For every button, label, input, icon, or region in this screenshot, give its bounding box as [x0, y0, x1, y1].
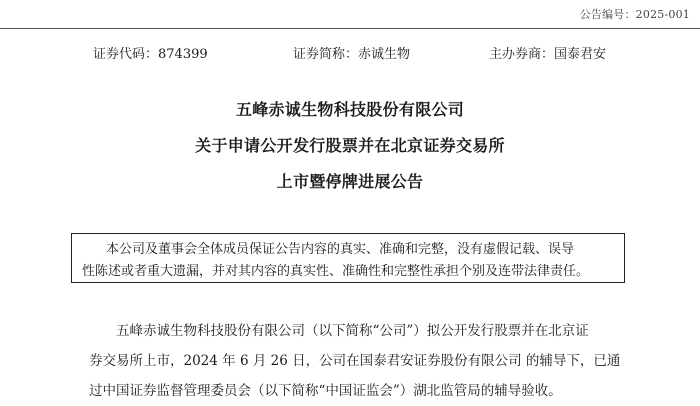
body-paragraph	[89, 316, 634, 406]
disclaimer-line-1: 本公司及董事会全体成员保证公告内容的真实、准确和完整，没有虚假记载、误导	[106, 242, 575, 257]
sponsor-broker: 主办券商：国泰君安	[489, 47, 607, 62]
disclaimer-box	[71, 233, 625, 283]
body-line-1: 五峰赤诚生物科技股份有限公司（以下简称“公司”）拟公开发行股票并在北京证	[116, 323, 589, 339]
security-info-row	[0, 43, 700, 65]
header-divider	[0, 28, 700, 29]
body-line-2: 券交易所上市，2024 年 6 月 26 日，公司在国泰君安证券股份有限公司 的辅导下，已通	[89, 353, 621, 369]
announcement-number: 公告编号：2025-001	[579, 8, 690, 21]
security-short-name: 证券简称：赤诚生物	[293, 47, 411, 62]
security-code: 证券代码：874399	[93, 47, 208, 62]
title-company: 五峰赤诚生物科技股份有限公司	[235, 100, 465, 119]
document-title	[0, 100, 700, 208]
body-line-3: 过中国证券监督管理委员会（以下简称“中国证监会”）湖北监管局的辅导验收。	[89, 383, 562, 399]
title-line-2: 关于申请公开发行股票并在北京证券交易所	[195, 136, 505, 155]
title-line-3: 上市暨停牌进展公告	[276, 172, 424, 191]
disclaimer-line-2: 性陈述或者重大遗漏，并对其内容的真实性、准确性和完整性承担个别及连带法律责任。	[82, 264, 590, 279]
